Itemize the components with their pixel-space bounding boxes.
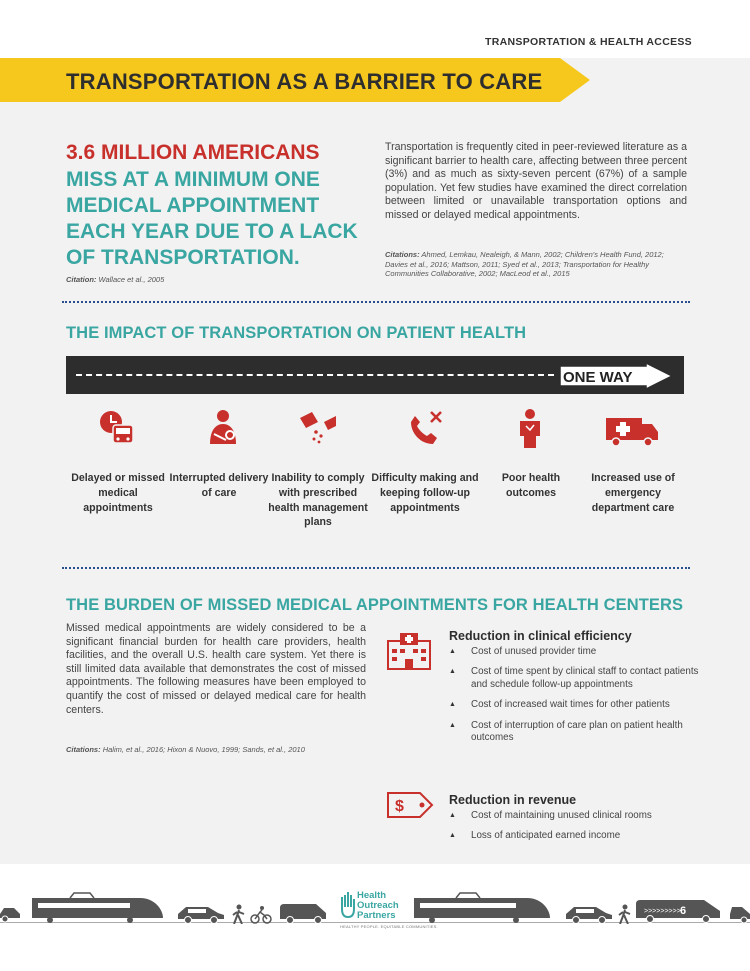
page-title: TRANSPORTATION AS A BARRIER TO CARE bbox=[66, 69, 543, 94]
divider bbox=[62, 567, 690, 569]
stat-headline: 3.6 MILLION AMERICANS bbox=[66, 141, 320, 164]
intro-citations-label: Citations: bbox=[385, 250, 420, 259]
stat-citation-label: Citation: bbox=[66, 275, 97, 284]
impact-label-4: Difficulty making and keeping follow-up appointments bbox=[371, 472, 479, 514]
cyclist-icon bbox=[250, 906, 272, 924]
car-icon bbox=[0, 904, 22, 924]
logo-line: Partners bbox=[357, 910, 396, 921]
impact-label-6: Increased use of emergency department care bbox=[591, 472, 675, 514]
stat-citation bbox=[66, 275, 164, 284]
impact-heading: THE IMPACT OF TRANSPORTATION ON PATIENT HEALTH bbox=[66, 324, 527, 342]
burden-heading: THE BURDEN OF MISSED MEDICAL APPOINTMENTS FOR HEALTH CENTERS bbox=[66, 596, 684, 614]
burden-citations-text: Halim, et al., 2016; Hixon & Nuovo, 1999; Sands, et al., 2010 bbox=[102, 745, 305, 754]
impact-label-1: Delayed or missed medical appointments bbox=[71, 472, 165, 514]
intro-citations bbox=[385, 250, 687, 279]
intro-citations-text: Ahmed, Lemkau, Nealeigh, & Mann, 2002; Children's Health Fund, 2012; Davies et al., 2016; Mattson, 2011; Syed et al., 2013; Transportation for Healthy Communities Collaborative, 2002; MacLeod et al., 2015 bbox=[385, 250, 664, 278]
list-item: ▲ Cost of maintaining unused clinical rooms bbox=[449, 810, 709, 822]
intro-paragraph: Transportation is frequently cited in peer-reviewed literature as a significant barrier to health care, affecting between three percent (3%) and as much as sixty-seven percent (67%) of a sample population. Yet few studies have examined the direct correlation between limited or unavailable transportation options and missed or delayed medical appointments. bbox=[385, 141, 687, 221]
burden-paragraph: Missed medical appointments are widely considered to be a significant financial burden for health care providers, health facilities, and the overall U.S. health care system. Yet there is still limited data available that demonstrates the cost of missed appointments. The following measures have been employed to quantify the cost of missed or delayed medical care for health centers. bbox=[66, 622, 366, 716]
pill-capsule-icon bbox=[298, 408, 338, 448]
list-item: ▲ Loss of anticipated earned income bbox=[449, 830, 709, 842]
revenue-list bbox=[449, 810, 709, 851]
car-icon bbox=[730, 904, 750, 924]
top-bar bbox=[0, 0, 750, 58]
one-way-sign bbox=[558, 362, 674, 390]
clinical-efficiency-title: Reduction in clinical efficiency bbox=[449, 629, 632, 643]
list-item: ▲ Cost of interruption of care plan on patient health outcomes bbox=[449, 720, 709, 745]
impact-label-3: Inability to comply with prescribed health management plans bbox=[268, 472, 368, 529]
train-icon bbox=[30, 892, 165, 924]
van-icon bbox=[278, 902, 328, 924]
ambulance-icon bbox=[604, 408, 660, 448]
hospital-building-icon bbox=[386, 631, 432, 671]
phone-cancel-icon bbox=[405, 408, 445, 448]
page-number-van bbox=[634, 898, 722, 924]
pedestrian-icon bbox=[232, 904, 246, 924]
page-number: 6 bbox=[680, 905, 687, 917]
clinical-efficiency-list bbox=[449, 646, 709, 752]
svg-text:>>>>>>>>>: >>>>>>>>> bbox=[644, 908, 681, 915]
road-lane-marking bbox=[76, 374, 554, 376]
clock-bus-icon bbox=[97, 408, 137, 448]
car-icon bbox=[176, 904, 226, 924]
stat-subheadline: MISS AT A MINIMUM ONE MEDICAL APPOINTMENT EACH YEAR DUE TO A LACK OF TRANSPORTATION. bbox=[66, 168, 358, 269]
logo-tagline: HEALTHY PEOPLE. EQUITABLE COMMUNITIES. bbox=[340, 924, 438, 929]
pedestrian-icon bbox=[618, 904, 632, 924]
svg-text:$: $ bbox=[395, 798, 404, 815]
divider bbox=[62, 301, 690, 303]
list-item: ▲ Cost of unused provider time bbox=[449, 646, 709, 658]
logo-line: Outreach bbox=[357, 900, 399, 911]
logo-wordmark bbox=[357, 891, 399, 921]
impact-label-2: Interrupted delivery of care bbox=[169, 472, 269, 499]
one-way-sign-text: ONE WAY bbox=[563, 369, 633, 386]
sick-person-icon bbox=[510, 408, 550, 448]
car-icon bbox=[564, 904, 614, 924]
list-item: ▲ Cost of time spent by clinical staff to contact patients and schedule follow-up appointments bbox=[449, 666, 709, 691]
revenue-title: Reduction in revenue bbox=[449, 793, 577, 807]
impact-label-5: Poor health outcomes bbox=[501, 472, 561, 499]
train-icon bbox=[412, 892, 552, 924]
logo-line: Health bbox=[357, 890, 387, 901]
caregiver-icon bbox=[204, 408, 244, 448]
logo-hand-icon bbox=[340, 889, 356, 919]
list-item: ▲ Cost of increased wait times for other patients bbox=[449, 699, 709, 711]
burden-citations-label: Citations: bbox=[66, 745, 101, 754]
burden-citations bbox=[66, 745, 305, 754]
dollar-tag-icon bbox=[386, 791, 434, 819]
section-label: TRANSPORTATION & HEALTH ACCESS bbox=[485, 36, 692, 48]
stat-citation-text: Wallace et al., 2005 bbox=[98, 275, 165, 284]
